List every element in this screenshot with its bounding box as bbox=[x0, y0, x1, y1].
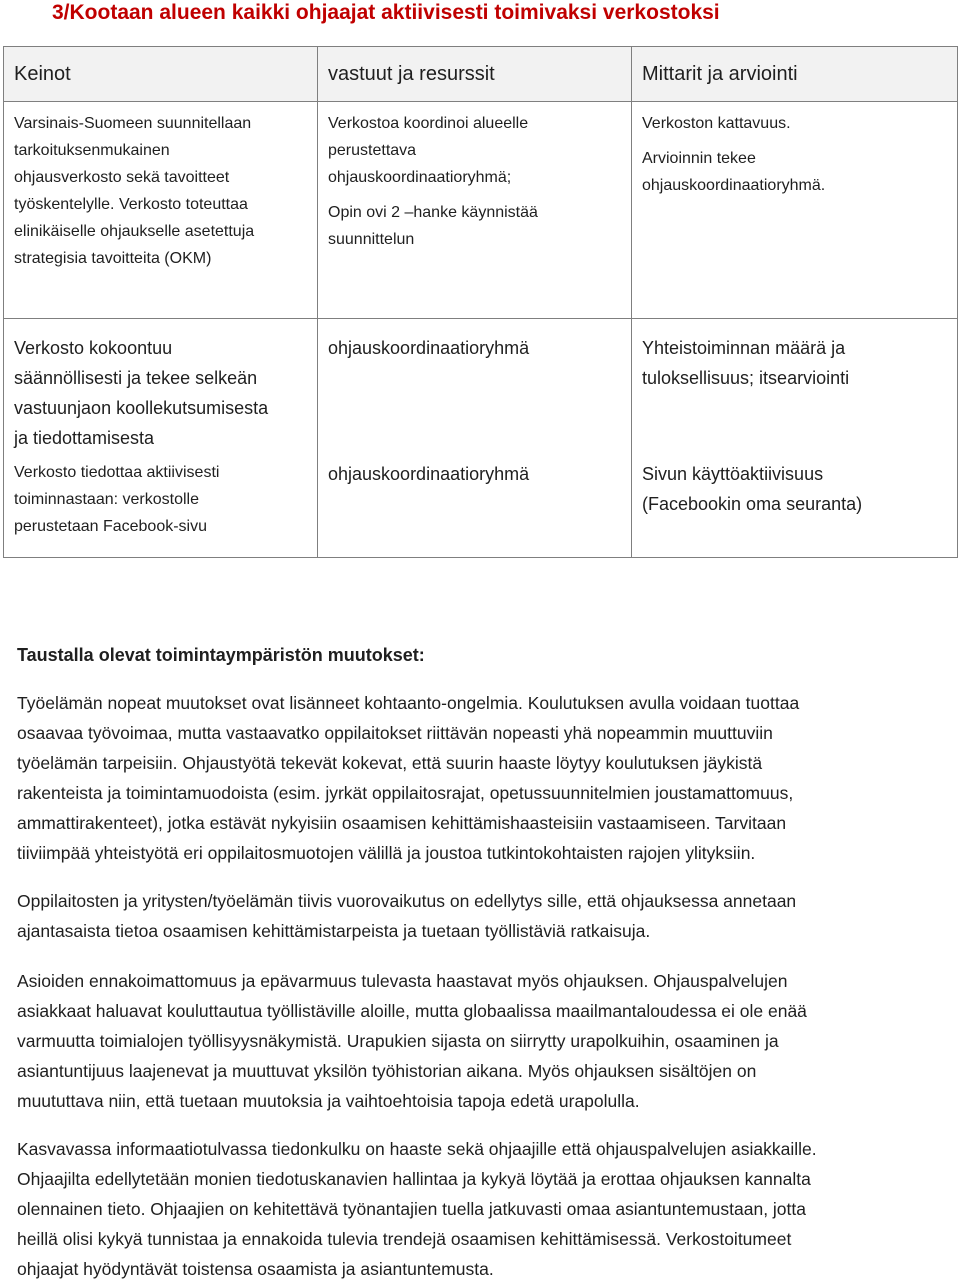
cell-line: tarkoituksenmukainen bbox=[14, 142, 170, 159]
cell-line: perustettava bbox=[328, 142, 417, 159]
text-line: Ohjaajilta edellytetään monien tiedotuskanavien hallintaa ja kykyä löytää ja erottaa ohjauksen kannalta bbox=[17, 1169, 811, 1189]
cell-keinot bbox=[4, 102, 318, 319]
cell-keinot bbox=[4, 319, 318, 460]
cell-line: toiminnastaan: verkostolle bbox=[14, 491, 199, 508]
cell-line: ohjausverkosto sekä tavoitteet bbox=[14, 169, 230, 186]
cell-vastuut bbox=[318, 102, 632, 319]
text-line: ajantasaista tietoa osaamisen kehittämistarpeista ja tuetaan työllistäviä ratkaisuja. bbox=[17, 921, 651, 941]
cell-line: työskentelylle. Verkosto toteuttaa bbox=[14, 196, 248, 213]
paragraph-1 bbox=[17, 688, 947, 868]
header-keinot: Keinot bbox=[4, 47, 318, 102]
paragraph-4 bbox=[17, 1134, 947, 1284]
cell-line: ja tiedottamisesta bbox=[14, 428, 155, 448]
cell-line: ohjauskoordinaatioryhmä bbox=[328, 464, 530, 484]
cell-line: Verkosto kokoontuu bbox=[14, 338, 173, 358]
section-title: Taustalla olevat toimintaympäristön muutokset: bbox=[17, 645, 425, 665]
cell-line: Yhteistoiminnan määrä ja bbox=[642, 338, 846, 358]
cell-line: ohjauskoordinaatioryhmä; bbox=[328, 169, 512, 186]
text-line: olennainen tieto. Ohjaajien on kehitettävä työnantajien tuella jatkuvasti omaa asiantuntemustaan, jotta bbox=[17, 1199, 806, 1219]
text-line: asiantuntijuus laajenevat ja muuttuvat yksilön työhistorian aikana. Myös ohjauksen sisältöjen on bbox=[17, 1061, 757, 1081]
text-line: asiakkaat haluavat kouluttautua työllistäville aloille, mutta globaalissa maailmantaloudessa ei ole enää bbox=[17, 1001, 807, 1021]
text-line: ohjaajat hyödyntävät toistensa osaamista ja asiantuntemusta. bbox=[17, 1259, 494, 1279]
text-line: Kasvavassa informaatiotulvassa tiedonkulku on haaste sekä ohjaajille että ohjauspalvelujen asiakkaille. bbox=[17, 1139, 817, 1159]
cell-vastuut bbox=[318, 319, 632, 460]
text-line: Asioiden ennakoimattomuus ja epävarmuus tulevasta haastavat myös ohjauksen. Ohjauspalvelujen bbox=[17, 971, 788, 991]
text-line: osaavaa työvoimaa, mutta vastaavatko oppilaitokset riittävän nopeasti yhä nopeammin muuttuviin bbox=[17, 723, 773, 743]
table-row bbox=[4, 459, 958, 558]
cell-mittarit bbox=[632, 102, 958, 319]
cell-mittarit bbox=[632, 319, 958, 460]
table-row bbox=[4, 319, 958, 460]
paragraph-2 bbox=[17, 886, 947, 946]
text-line: heillä olisi kykyä tunnistaa ja ennakoida tulevia trendejä osaamisen kehittämisessä. Verkostoitumeet bbox=[17, 1229, 792, 1249]
page-heading: 3/Kootaan alueen kaikki ohjaajat aktiivisesti toimivaksi verkostoksi bbox=[52, 1, 720, 24]
cell-line: perustetaan Facebook-sivu bbox=[14, 518, 207, 535]
cell-keinot bbox=[4, 459, 318, 558]
plan-table bbox=[3, 46, 958, 558]
cell-line: säännöllisesti ja tekee selkeän bbox=[14, 368, 258, 388]
cell-line: ohjauskoordinaatioryhmä bbox=[328, 338, 530, 358]
cell-line: Verkoston kattavuus. bbox=[642, 115, 791, 132]
cell-line: Opin ovi 2 –hanke käynnistää bbox=[328, 204, 538, 221]
cell-mittarit bbox=[632, 459, 958, 558]
cell-line: strategisia tavoitteita (OKM) bbox=[14, 250, 212, 267]
header-mittarit: Mittarit ja arviointi bbox=[632, 47, 958, 102]
text-line: Oppilaitosten ja yritysten/työelämän tiivis vuorovaikutus on edellytys sille, että ohjauksessa annetaan bbox=[17, 891, 797, 911]
cell-line: Sivun käyttöaktiivisuus bbox=[642, 464, 824, 484]
text-line: tiiviimpää yhteistyötä eri oppilaitosmuotojen välillä ja joustoa tutkintokohtaisten rajojen ylityksiin. bbox=[17, 843, 756, 863]
text-line: rakenteista ja toimintamuodoista (esim. jyrkät oppilaitosrajat, opetussuunnitelmien joustamattomuus, bbox=[17, 783, 794, 803]
cell-line: elinikäiselle ohjaukselle asetettuja bbox=[14, 223, 255, 240]
table-header-row bbox=[4, 47, 958, 102]
header-vastuut: vastuut ja resurssit bbox=[318, 47, 632, 102]
cell-line: Verkostoa koordinoi alueelle bbox=[328, 115, 529, 132]
table-row bbox=[4, 102, 958, 319]
cell-line: vastuunjaon koollekutsumisesta bbox=[14, 398, 269, 418]
cell-line: Varsinais-Suomeen suunnitellaan bbox=[14, 115, 252, 132]
cell-line: (Facebookin oma seuranta) bbox=[642, 494, 863, 514]
text-line: muututtava niin, että tuetaan muutoksia ja vaihtoehtoisia tapoja edetä urapolulla. bbox=[17, 1091, 640, 1111]
cell-line: tuloksellisuus; itsearviointi bbox=[642, 368, 850, 388]
cell-line: Arvioinnin tekee bbox=[642, 150, 756, 167]
cell-vastuut bbox=[318, 459, 632, 558]
cell-line: suunnittelun bbox=[328, 231, 415, 248]
text-line: Työelämän nopeat muutokset ovat lisänneet kohtaanto-ongelmia. Koulutuksen avulla voidaan tuottaa bbox=[17, 693, 800, 713]
text-line: varmuutta toimialojen työllisyysnäkymistä. Urapukien sijasta on siirrytty urapolkuihin, osaaminen ja bbox=[17, 1031, 779, 1051]
text-line: työelämän tarpeisiin. Ohjaustyötä tekevät kokevat, että suurin haaste löytyy koulutuksen jäykistä bbox=[17, 753, 763, 773]
text-line: ammattirakenteet), jotka estävät nykyisiin osaamisen kehittämishaasteisiin vastaamiseen. Tarvitaan bbox=[17, 813, 787, 833]
paragraph-3 bbox=[17, 966, 947, 1116]
cell-line: Verkosto tiedottaa aktiivisesti bbox=[14, 464, 220, 481]
cell-line: ohjauskoordinaatioryhmä. bbox=[642, 177, 826, 194]
